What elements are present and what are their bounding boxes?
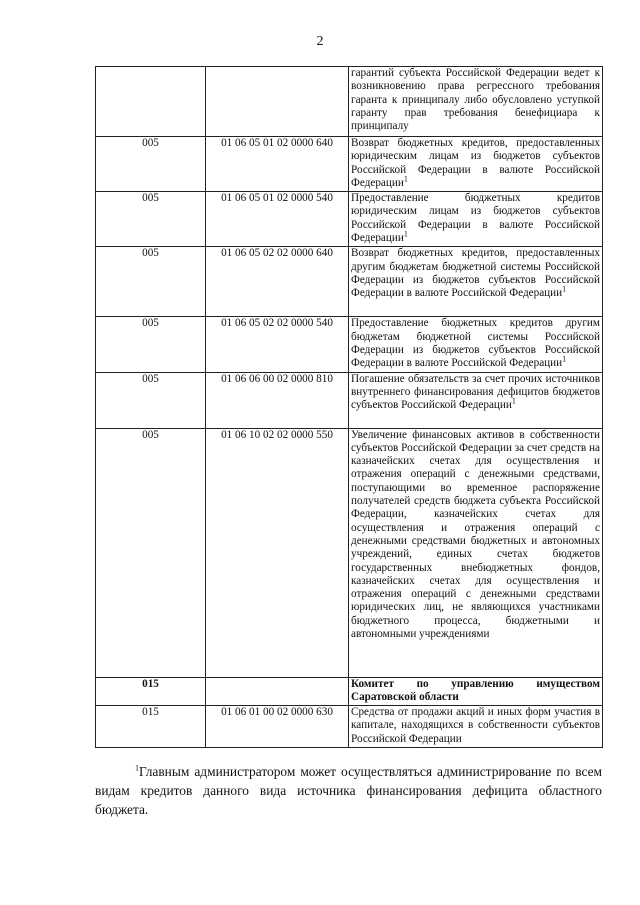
- classification-code-cell: [206, 428, 349, 677]
- admin-code-cell-text: 005: [142, 247, 159, 260]
- table-row: [96, 247, 603, 317]
- table-row: [96, 677, 603, 706]
- description-cell: [349, 677, 603, 706]
- classification-code-cell-text: 01 06 05 01 02 0000 540: [221, 192, 333, 205]
- description-cell-text: Увеличение финансовых активов в собственности субъектов Российской Федерации за счет средств на казначейских счетах для осуществления и отражения операций с денежными средствами, поступающими во временное распоряжение получателей средств бюджета субъекта Российской Федерации, казначейских счетах для осуществления и отражения операций с денежными средствами бюджетных и автономных учреждений, единых счетах бюджетов государственных внебюджетных фондов, казначейских счетах для осуществления и отражения операций с денежными средствами юридических лиц, не являющихся участниками бюджетного процесса, бюджетными и автономными учреждениями: [351, 428, 600, 641]
- description-cell: [349, 317, 603, 372]
- description-cell: [349, 428, 603, 677]
- classification-code-cell: [206, 192, 349, 247]
- table-body: [96, 67, 603, 748]
- admin-code-cell: [96, 677, 206, 706]
- footnote-ref: 1: [562, 284, 567, 294]
- description-cell: [349, 247, 603, 317]
- classification-code-cell: [206, 137, 349, 192]
- admin-code-cell-text: 005: [142, 317, 159, 330]
- admin-code-cell-text: 005: [142, 372, 159, 385]
- admin-code-cell-text: 015: [142, 677, 159, 690]
- description-cell-text: гарантий субъекта Российской Федерации ведет к возникновению права регрессного требования гаранта к принципалу либо обусловлено уступкой гаранту прав требования бенефициара к принципалу: [351, 67, 600, 133]
- footnote-text: Главным администратором может осуществляться администрирование по всем видам кредитов данного вида источника финансирования дефицита областного бюджета.: [95, 764, 602, 817]
- table-row: [96, 317, 603, 372]
- classification-code-cell: [206, 677, 349, 706]
- admin-code-cell-text: 015: [142, 706, 159, 719]
- classification-code-cell: [206, 247, 349, 317]
- table-row: [96, 372, 603, 428]
- description-cell: [349, 137, 603, 192]
- table-row: [96, 67, 603, 137]
- admin-code-cell-text: 005: [142, 137, 159, 149]
- table-row: [96, 137, 603, 192]
- description-cell-text: Возврат бюджетных кредитов, предоставленных юридическим лицам из бюджетов субъектов Российской Федерации в валюте Российской Федерации: [351, 137, 600, 189]
- footnote-ref: 1: [403, 229, 408, 239]
- classification-code-cell: [206, 706, 349, 748]
- admin-code-cell: [96, 372, 206, 428]
- table-row: [96, 192, 603, 247]
- footnote: [95, 762, 602, 819]
- classification-code-cell-text: 01 06 01 00 02 0000 630: [221, 706, 333, 719]
- classification-code-cell-text: 01 06 05 01 02 0000 640: [221, 137, 333, 149]
- admin-code-cell-text: 005: [142, 192, 159, 205]
- admin-code-cell-text: 005: [142, 428, 159, 441]
- table-row: [96, 706, 603, 748]
- description-cell: [349, 67, 603, 137]
- description-cell-text: Предоставление бюджетных кредитов юридическим лицам из бюджетов субъектов Российской Федерации в валюте Российской Федерации: [351, 192, 600, 245]
- description-cell: [349, 192, 603, 247]
- description-cell-text: Возврат бюджетных кредитов, предоставленных другим бюджетам бюджетной системы Российской Федерации из бюджетов субъектов Российской Федерации в валюте Российской Федерации: [351, 247, 600, 300]
- description-cell-text: Комитет по управлению имуществом Саратовской области: [351, 677, 600, 703]
- description-cell-text: Предоставление бюджетных кредитов другим бюджетам бюджетной системы Российской Федерации из бюджетов субъектов Российской Федерации в валюте Российской Федерации: [351, 317, 600, 370]
- page-number: 2: [316, 34, 324, 49]
- description-cell: [349, 706, 603, 748]
- budget-sources-table: [95, 66, 603, 748]
- classification-code-cell: [206, 372, 349, 428]
- description-cell-text: Погашение обязательств за счет прочих источников внутреннего финансирования дефицитов бюджетов субъектов Российской Федерации: [351, 372, 600, 412]
- admin-code-cell: [96, 247, 206, 317]
- table-row: [96, 428, 603, 677]
- classification-code-cell-text: 01 06 05 02 02 0000 640: [221, 247, 333, 260]
- classification-code-cell: [206, 67, 349, 137]
- classification-code-cell-text: 01 06 10 02 02 0000 550: [221, 428, 333, 441]
- classification-code-cell-text: 01 06 05 02 02 0000 540: [221, 317, 333, 330]
- admin-code-cell: [96, 137, 206, 192]
- admin-code-cell: [96, 428, 206, 677]
- footnote-ref: 1: [403, 174, 408, 184]
- footnote-marker: 1: [135, 763, 139, 773]
- admin-code-cell: [96, 67, 206, 137]
- admin-code-cell: [96, 317, 206, 372]
- admin-code-cell: [96, 706, 206, 748]
- classification-code-cell: [206, 317, 349, 372]
- admin-code-cell: [96, 192, 206, 247]
- description-cell: [349, 372, 603, 428]
- footnote-ref: 1: [511, 396, 516, 406]
- description-cell-text: Средства от продажи акций и иных форм участия в капитале, находящихся в собственности субъектов Российской Федерации: [351, 706, 600, 745]
- classification-code-cell-text: 01 06 06 00 02 0000 810: [221, 372, 333, 385]
- footnote-ref: 1: [562, 354, 567, 364]
